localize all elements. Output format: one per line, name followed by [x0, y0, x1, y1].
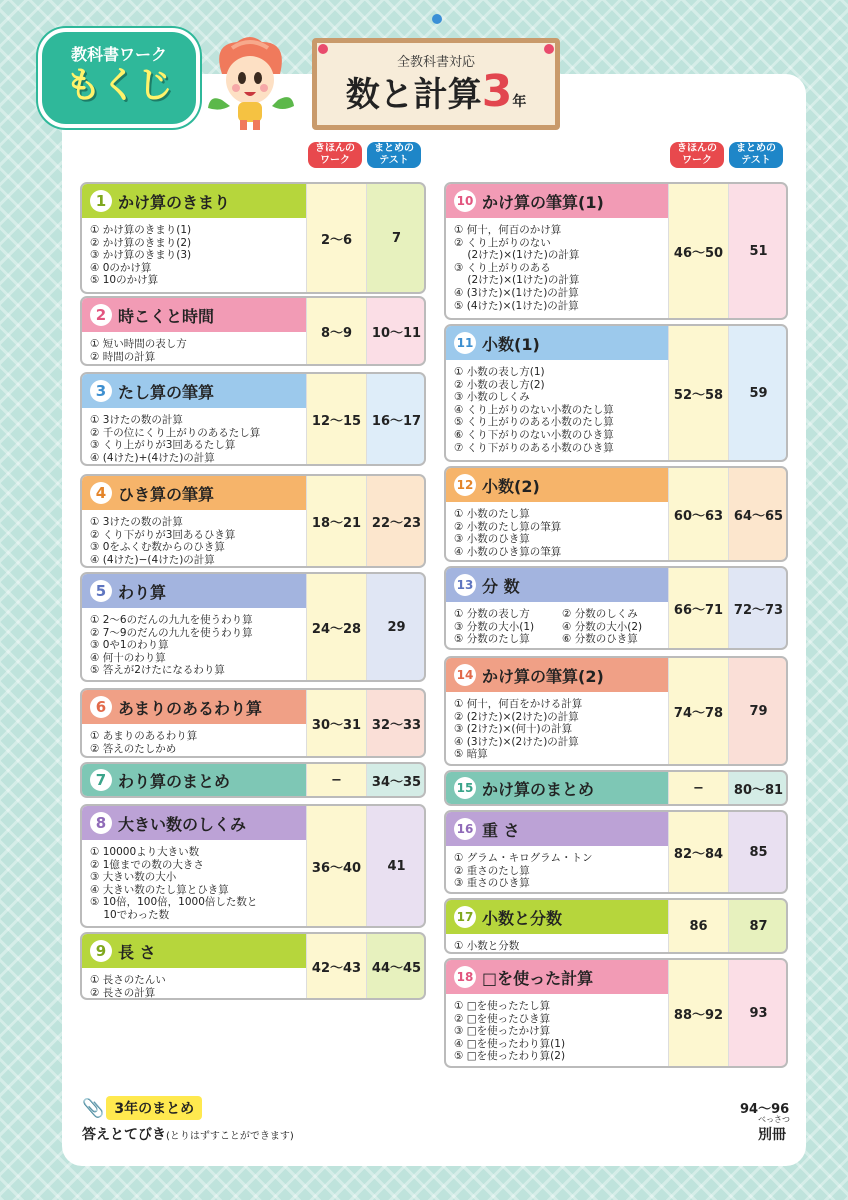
chapter-item: ⑥ 分数のひき算	[562, 633, 638, 646]
chapter-item: ① 小数の表し方(1)	[454, 366, 545, 378]
chapter-item: ② 1億までの数の大きさ	[90, 858, 204, 871]
chapter-number: 4	[90, 482, 112, 504]
chapter-item: ① 何十，何百のかけ算	[454, 224, 562, 236]
header-kihon-right-label: きほんの ワーク	[677, 143, 717, 166]
chapter-title-bar	[446, 184, 668, 218]
chapter-item: ③ 小数のしくみ	[454, 391, 530, 404]
chapter-10	[444, 182, 788, 320]
chapter-item: ③ 0や1のわり算	[90, 639, 169, 652]
chapter-15	[444, 770, 788, 806]
chapter-item: ⑤ 答えが2けたになるわり算	[90, 664, 225, 677]
matome-pages: 22〜23	[366, 476, 426, 566]
chapter-title-bar	[82, 374, 306, 408]
chapter-item: ② 答えのたしかめ	[90, 742, 177, 755]
chapter-title: たし算の筆算	[118, 382, 215, 402]
answers-label: 答えとてびき	[82, 1127, 166, 1143]
kihon-pages: 18〜21	[306, 476, 366, 566]
header-kihon-left-label: きほんの ワーク	[315, 143, 355, 166]
chapter-item: ② くり下がりが3回あるひき算	[90, 528, 236, 541]
board-grade: 3	[481, 66, 513, 117]
chapter-item: (2けた)×(1けた)の計算	[454, 274, 580, 287]
chapter-item: ③ かけ算のきまり(3)	[90, 249, 192, 262]
chapter-item: ① かけ算のきまり(1)	[90, 224, 192, 236]
board-nen: 年	[512, 94, 527, 110]
chapter-items	[454, 940, 519, 953]
chapter-item: ① 10000より大きい数	[90, 846, 200, 858]
chapter-item: ① グラム・キログラム・トン	[454, 852, 593, 864]
chapter-item: ④ 大きい数のたし算とひき算	[90, 883, 229, 896]
matome-pages: 59	[728, 326, 788, 460]
chapter-title: 小数(2)	[482, 476, 540, 496]
chapter-7	[80, 762, 426, 798]
chapter-items	[90, 730, 197, 755]
chapter-item: ① □を使ったたし算	[454, 1000, 551, 1012]
chapter-item: ② かけ算のきまり(2)	[90, 236, 192, 249]
chapter-title-bar	[82, 764, 306, 796]
board-title-line	[317, 66, 555, 124]
answers-ruby: べっさつ	[758, 1115, 790, 1124]
chapter-item: ⑦ くり下がりのある小数のひき算	[454, 441, 614, 454]
chapter-title: 大きい数のしくみ	[118, 814, 247, 834]
chapter-title: ひき算の筆算	[118, 484, 215, 504]
chapter-item: ③ 0をふくむ数からのひき算	[90, 541, 225, 554]
chapter-title-bar	[82, 476, 306, 510]
chapter-items	[90, 974, 166, 999]
matome-pages: 10〜11	[366, 298, 426, 364]
matome-pages: 29	[366, 574, 426, 680]
kihon-pages: 66〜71	[668, 568, 728, 648]
board-subtitle: 全教科書対応	[396, 55, 475, 70]
chapter-title-bar	[82, 690, 306, 724]
chapter-item: ① 3けたの数の計算	[90, 414, 183, 426]
chapter-title-bar	[446, 772, 668, 804]
chapter-item: ⑥ くり下がりのない小数のひき算	[454, 428, 614, 441]
kihon-pages: 82〜84	[668, 812, 728, 892]
header-matome-left	[367, 142, 421, 168]
chapter-items	[90, 224, 191, 287]
chapter-number: 10	[454, 190, 476, 212]
chapter-item: ④ □を使ったわり算(1)	[454, 1037, 566, 1050]
badge-line2: もくじ	[64, 65, 173, 106]
chapter-number: 2	[90, 304, 112, 326]
chapter-title: あまりのあるわり算	[118, 698, 263, 718]
chapter-16	[444, 810, 788, 894]
chapter-18	[444, 958, 788, 1068]
kihon-pages: −	[306, 764, 366, 796]
kihon-pages: 2〜6	[306, 184, 366, 292]
chapter-item: ④ (4けた)−(4けた)の計算	[90, 553, 215, 566]
chapter-item: ② 小数の表し方(2)	[454, 378, 545, 391]
summary-pages: 94〜96	[740, 1102, 790, 1117]
header-matome-right-label: まとめの テスト	[736, 143, 776, 166]
kihon-pages: 12〜15	[306, 374, 366, 464]
chapter-title-bar	[446, 568, 668, 602]
chapter-title-bar	[446, 960, 668, 994]
chapter-title-bar	[446, 812, 668, 846]
chapter-13	[444, 566, 788, 650]
badge-line1: 教科書ワーク	[70, 45, 167, 64]
kihon-pages: 74〜78	[668, 658, 728, 764]
chapter-number: 15	[454, 777, 476, 799]
kihon-pages: 36〜40	[306, 806, 366, 926]
chapter-number: 3	[90, 380, 112, 402]
chapter-item: (2けた)×(1けた)の計算	[454, 249, 580, 262]
chapter-title: わり算のまとめ	[118, 771, 231, 791]
chapter-item: ① 3けたの数の計算	[90, 516, 183, 528]
matome-pages: 34〜35	[366, 764, 426, 796]
chapter-items	[454, 698, 582, 761]
matome-pages: 79	[728, 658, 788, 764]
chapter-item: ④ (4けた)+(4けた)の計算	[90, 451, 215, 464]
chapter-number: 1	[90, 190, 112, 212]
chapter-item: ④ くり上がりのない小数のたし算	[454, 403, 614, 416]
kihon-pages: 88〜92	[668, 960, 728, 1066]
matome-pages: 85	[728, 812, 788, 892]
kihon-pages: 52〜58	[668, 326, 728, 460]
kihon-pages: 42〜43	[306, 934, 366, 998]
chapter-items	[90, 614, 253, 677]
chapter-item: ② 長さの計算	[90, 986, 156, 999]
chapter-11	[444, 324, 788, 462]
chapter-items	[90, 846, 257, 922]
chapter-item: ② 小数のたし算の筆算	[454, 520, 562, 533]
mascot-illustration	[202, 34, 298, 134]
chapter-item: ⑤ □を使ったわり算(2)	[454, 1050, 566, 1063]
footer-summary	[82, 1096, 202, 1120]
matome-pages: 87	[728, 900, 788, 952]
chapter-item: ② 7〜9のだんの九九を使うわり算	[90, 626, 253, 639]
chapter-item: ④ (3けた)×(1けた)の計算	[454, 286, 579, 299]
chapter-title: かけ算のまとめ	[482, 779, 595, 799]
header-matome-left-label: まとめの テスト	[374, 143, 414, 166]
chapter-item: ⑤ (4けた)×(1けた)の計算	[454, 299, 579, 312]
matome-pages: 41	[366, 806, 426, 926]
chapter-title-bar	[446, 658, 668, 692]
chapter-item: ③ くり上がりのある	[454, 261, 551, 274]
chapter-title-bar	[82, 184, 306, 218]
chapter-title: 分 数	[482, 576, 520, 596]
chapter-item: ③ 小数のひき算	[454, 533, 530, 546]
chapter-item: ④ 0のかけ算	[90, 261, 152, 274]
contents-badge	[38, 28, 200, 128]
kihon-pages: 24〜28	[306, 574, 366, 680]
pin-icon	[318, 44, 328, 54]
chapter-item: ② 千の位にくり上がりのあるたし算	[90, 426, 261, 439]
chapter-6	[80, 688, 426, 758]
chapter-item: ③ □を使ったかけ算	[454, 1025, 551, 1038]
chapter-title: かけ算の筆算(1)	[482, 192, 604, 212]
summary-label: 3年のまとめ	[106, 1096, 202, 1120]
chapter-title-bar	[446, 900, 668, 934]
chapter-item: ⑤ 10倍，100倍，1000倍した数と	[90, 896, 258, 909]
chapter-8	[80, 804, 426, 928]
chapter-item: ② □を使ったひき算	[454, 1012, 551, 1025]
chapter-item: ③ 大きい数の大小	[90, 871, 177, 884]
chapter-item: ① 小数のたし算	[454, 508, 530, 520]
chapter-items	[90, 516, 235, 566]
chapter-title: わり算	[118, 582, 167, 602]
chapter-item: ① 分数の表し方	[454, 608, 530, 620]
chapter-title-bar	[82, 574, 306, 608]
paperclip-icon: 📎	[82, 1097, 105, 1119]
chapter-number: 6	[90, 696, 112, 718]
chapter-number: 5	[90, 580, 112, 602]
chapter-items	[90, 338, 187, 363]
chapter-number: 8	[90, 812, 112, 834]
chapter-items	[454, 366, 614, 454]
chapter-item: ① 長さのたんい	[90, 974, 166, 986]
chapter-item: ① 短い時間の表し方	[90, 338, 187, 350]
chapter-item: ③ 重さのひき算	[454, 877, 530, 890]
chapter-12	[444, 466, 788, 562]
kihon-pages: 60〜63	[668, 468, 728, 560]
chapter-number: 7	[90, 769, 112, 791]
matome-pages: 64〜65	[728, 468, 788, 560]
chapter-title-bar	[82, 298, 306, 332]
footer-answers	[82, 1124, 294, 1144]
chapter-item: ③ 分数の大小(1)	[454, 620, 535, 633]
chapter-5	[80, 572, 426, 682]
chapter-item: ② くり上がりのない	[454, 236, 551, 249]
chapter-2	[80, 296, 426, 366]
chapter-item: ① 2〜6のだんの九九を使うわり算	[90, 614, 253, 626]
kihon-pages: 46〜50	[668, 184, 728, 318]
chapter-title: 小数(1)	[482, 334, 540, 354]
chapter-title-bar	[446, 468, 668, 502]
chapter-items	[454, 608, 672, 646]
header-matome-right	[729, 142, 783, 168]
chapter-number: 18	[454, 966, 476, 988]
kihon-pages: 8〜9	[306, 298, 366, 364]
chapter-items	[454, 224, 579, 312]
chapter-item: ② 時間の計算	[90, 350, 156, 363]
chapter-title: □を使った計算	[482, 968, 594, 988]
chapter-item: ③ くり上がりが3回あるたし算	[90, 439, 236, 452]
chapter-item: ⑤ くり上がりのある小数のたし算	[454, 416, 614, 429]
chapter-title-bar	[446, 326, 668, 360]
chapter-item: ⑤ 10のかけ算	[90, 274, 159, 287]
chapter-item: ④ (3けた)×(2けた)の計算	[454, 735, 579, 748]
chapter-item: 10でわった数	[90, 908, 170, 921]
chapter-number: 12	[454, 474, 476, 496]
chapter-item: ④ 小数のひき算の筆算	[454, 545, 562, 558]
chapter-item: ③ (2けた)×(何十)の計算	[454, 723, 573, 736]
chapter-items	[90, 414, 260, 464]
chapter-title: 重 さ	[482, 820, 520, 840]
answers-value: 別冊	[758, 1127, 786, 1143]
chapter-title: 時こくと時間	[118, 306, 215, 326]
matome-pages: 80〜81	[728, 772, 788, 804]
chapter-title-bar	[82, 806, 306, 840]
matome-pages: 72〜73	[728, 568, 788, 648]
matome-pages: 7	[366, 184, 426, 292]
chapter-item: ① あまりのあるわり算	[90, 730, 198, 742]
matome-pages: 32〜33	[366, 690, 426, 756]
chapter-item: ② 重さのたし算	[454, 864, 530, 877]
answers-note: (とりはずすことができます)	[166, 1130, 294, 1142]
chapter-number: 9	[90, 940, 112, 962]
chapter-title: かけ算の筆算(2)	[482, 666, 604, 686]
chapter-items	[454, 1000, 565, 1063]
kihon-pages: 86	[668, 900, 728, 952]
chapter-number: 11	[454, 332, 476, 354]
chapter-number: 14	[454, 664, 476, 686]
chapter-9	[80, 932, 426, 1000]
chapter-title: 長 さ	[118, 942, 156, 962]
chapter-3	[80, 372, 426, 466]
matome-pages: 44〜45	[366, 934, 426, 998]
matome-pages: 93	[728, 960, 788, 1066]
chapter-item: ① 何十，何百をかける計算	[454, 698, 583, 710]
chapter-item: ④ 何十のわり算	[90, 651, 166, 664]
title-board	[312, 38, 560, 130]
chapter-items	[454, 852, 593, 890]
matome-pages: 16〜17	[366, 374, 426, 464]
chapter-number: 13	[454, 574, 476, 596]
chapter-item: ⑤ 暗算	[454, 748, 488, 761]
chapter-number: 16	[454, 818, 476, 840]
kihon-pages: −	[668, 772, 728, 804]
chapter-number: 17	[454, 906, 476, 928]
chapter-item: ⑤ 分数のたし算	[454, 633, 530, 646]
pin-icon	[432, 14, 442, 24]
matome-pages: 51	[728, 184, 788, 318]
chapter-17	[444, 898, 788, 954]
chapter-item: ④ 分数の大小(2)	[562, 620, 643, 633]
chapter-14	[444, 656, 788, 766]
chapter-items	[454, 508, 561, 558]
pin-icon	[544, 44, 554, 54]
board-title: 数と計算	[345, 75, 482, 115]
chapter-title-bar	[82, 934, 306, 968]
chapter-item: ② 分数のしくみ	[562, 608, 638, 620]
kihon-pages: 30〜31	[306, 690, 366, 756]
chapter-title: 小数と分数	[482, 908, 563, 928]
header-kihon-left	[308, 142, 362, 168]
header-kihon-right	[670, 142, 724, 168]
chapter-4	[80, 474, 426, 568]
chapter-item: ② (2けた)×(2けた)の計算	[454, 710, 579, 723]
chapter-title: かけ算のきまり	[118, 192, 231, 212]
chapter-item: ① 小数と分数	[454, 940, 520, 952]
chapter-1	[80, 182, 426, 294]
